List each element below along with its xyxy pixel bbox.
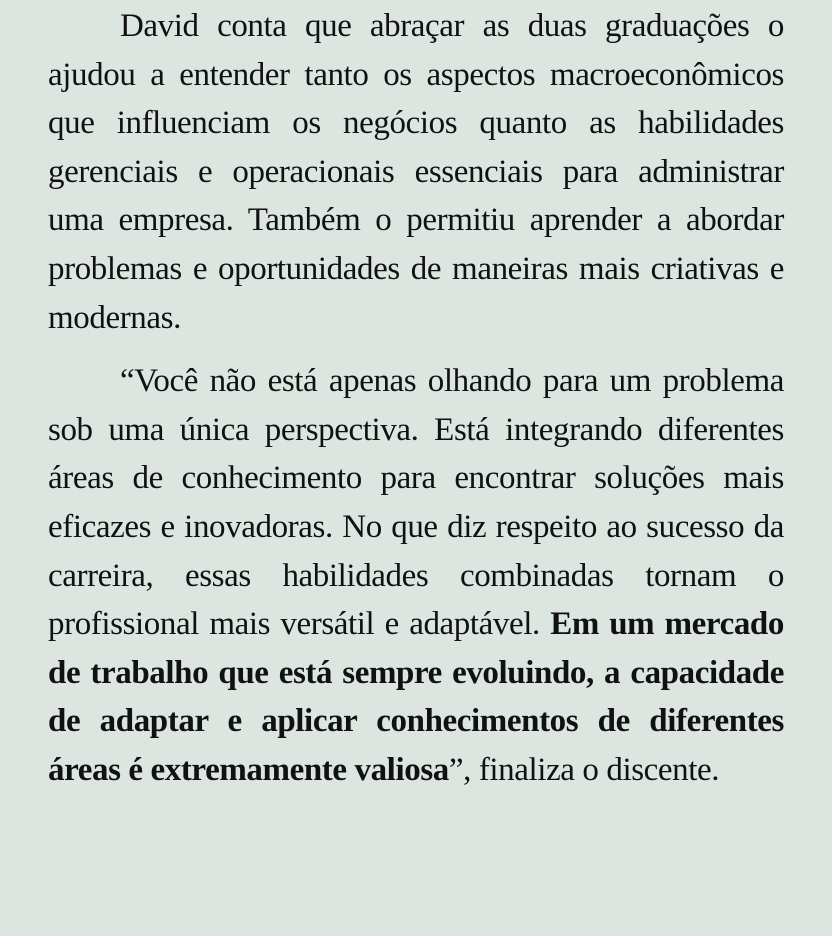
article-body [48,2,784,795]
paragraph-2-quote [48,357,784,794]
quote-closing: ”, finaliza o discente. [448,751,720,788]
quote-highlight-bold: Em um mercado de trabalho que está sempre evoluindo, a capacidade de adaptar e aplicar conhecimentos de diferentes áreas é extremamente valiosa [48,606,784,788]
paragraph-1-text: David conta que abraçar as duas graduações o ajudou a entender tanto os aspectos macroeconômicos que influenciam os negócios quanto as habilidades gerenciais e operacionais essenciais para administrar uma empresa. Também o permitiu aprender a abordar problemas e oportunidades de maneiras mais criativas e modernas. [48,8,784,336]
paragraph-1 [48,2,784,342]
quote-text: “Você não está apenas olhando para um problema sob uma única perspectiva. Está integrando diferentes áreas de conhecimento para encontrar soluções mais eficazes e inovadoras. No que diz respeito ao sucesso da carreira, essas habilidades combinadas tornam o profissional mais versátil e adaptável. [48,363,784,643]
